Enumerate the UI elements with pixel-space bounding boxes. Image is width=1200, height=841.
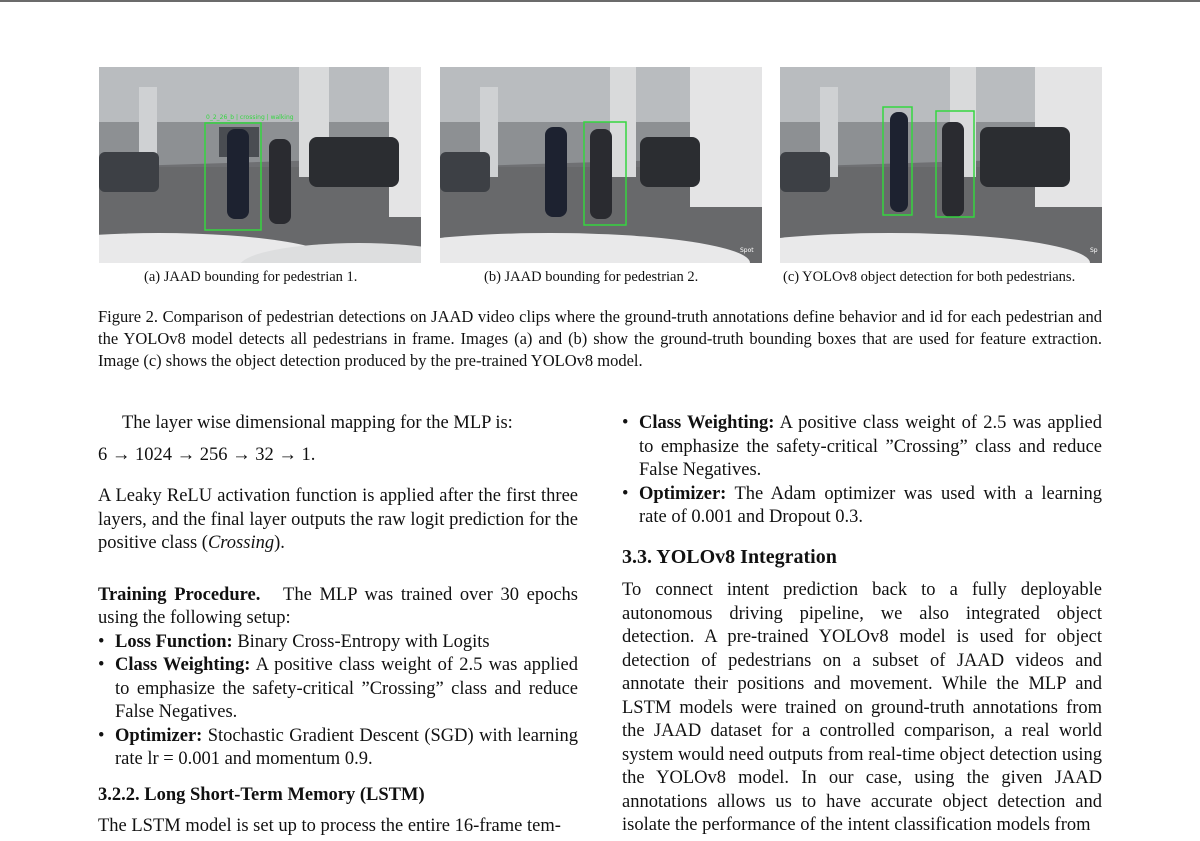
training-heading: Training Procedure. xyxy=(98,584,261,605)
training-text: The MLP was trained over 30 epochs using the following setup: xyxy=(98,584,578,628)
bullet-text: Binary Cross-Entropy with Logits xyxy=(237,631,490,652)
lstm-text: The LSTM model is set up to process the entire 16-frame tem- xyxy=(98,816,561,836)
bullet-icon: • xyxy=(98,655,105,675)
bullet-icon: • xyxy=(622,413,629,433)
mlp-intro: The layer wise dimensional mapping for the MLP is: xyxy=(122,413,513,433)
left-column xyxy=(98,412,578,839)
list-item xyxy=(98,725,578,772)
figure-image-b xyxy=(440,67,762,263)
figure-image-c xyxy=(780,67,1102,263)
box-label: 0_2_26_b | crossing | walking xyxy=(206,114,294,121)
training-paragraph xyxy=(98,584,578,631)
section-heading: 3.3. YOLOv8 Integration xyxy=(622,545,837,568)
figure-image-a xyxy=(99,67,421,263)
bullet-icon: • xyxy=(98,631,105,652)
list-item xyxy=(98,631,578,655)
optimizer-list xyxy=(622,412,1102,530)
lstm-heading: 3.2.2. Long Short-Term Memory (LSTM) xyxy=(98,784,425,805)
bullet-label: Class Weighting: xyxy=(639,413,775,433)
leaky-relu-paragraph xyxy=(98,485,578,556)
list-item xyxy=(98,654,578,725)
leaky-text-em: Crossing xyxy=(207,533,275,553)
bullet-label: Loss Function: xyxy=(115,631,233,652)
watermark: Spot xyxy=(740,247,754,254)
bullet-icon: • xyxy=(622,483,629,504)
list-item xyxy=(622,412,1102,483)
subcaption-a: (a) JAAD bounding for pedestrian 1. xyxy=(144,269,358,285)
dimension-equation: 6 → 1024 → 256 → 32 → 1. xyxy=(98,444,316,465)
leaky-text-post: ). xyxy=(274,533,285,553)
subcaption-b: (b) JAAD bounding for pedestrian 2. xyxy=(484,269,699,285)
figure-caption: Figure 2. Comparison of pedestrian detections on JAAD video clips where the ground-truth annotations define behavior and id for each pedestrian and the YOLOv8 model detects all pedestrians in frame. Images (a) and (b) show the ground-truth bounding boxes that are used for feature extraction. Image (c) shows the object detection produced by the pre-trained YOLOv8 model. xyxy=(98,307,1102,370)
bullet-label: Class Weighting: xyxy=(115,655,251,675)
training-list xyxy=(98,631,578,772)
leaky-text-pre: A Leaky ReLU activation function is applied after the first three layers, and the final layer outputs the raw logit prediction for the positive class ( xyxy=(98,486,578,553)
bullet-icon: • xyxy=(98,725,105,746)
bullet-label: Optimizer: xyxy=(115,725,203,746)
watermark: Sp xyxy=(1090,247,1098,254)
bullet-label: Optimizer: xyxy=(639,483,727,504)
bullet-text: A positive class weight of 2.5 was applied to emphasize the safety-critical ”Crossing” class and reduce False Negatives. xyxy=(115,655,578,722)
bullet-text: Stochastic Gradient Descent (SGD) with learning rate lr = 0.001 and momentum 0.9. xyxy=(115,725,579,769)
list-item xyxy=(622,483,1102,530)
subcaption-c: (c) YOLOv8 object detection for both pedestrians. xyxy=(783,269,1076,285)
right-column xyxy=(622,412,1102,838)
yolo-paragraph: To connect intent prediction back to a fully deployable autonomous driving pipeline, we also integrated object detection. A pre-trained YOLOv8 model is used for object detection of pedestrians on a subset of JAAD videos and annotate their positions and movement. While the MLP and LSTM models were trained on ground-truth annotations from the JAAD dataset for a controlled comparison, a real world system would need outputs from real-time object detection using the YOLOv8 model. In our case, using the given JAAD annotations allows us to have accurate object detection and isolate the performance of the intent classification models from xyxy=(622,580,1102,835)
bullet-text: A positive class weight of 2.5 was applied to emphasize the safety-critical ”Crossing” class and reduce False Negatives. xyxy=(639,413,1102,480)
page-top-border xyxy=(0,0,1200,2)
bullet-text: The Adam optimizer was used with a learning rate of 0.001 and Dropout 0.3. xyxy=(639,483,1102,527)
